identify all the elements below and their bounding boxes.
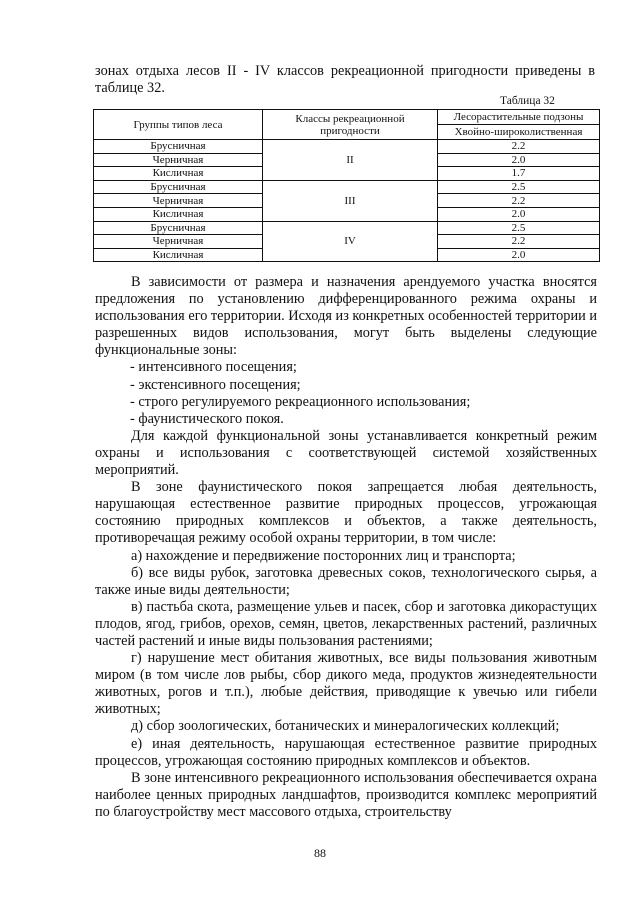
page-number: 88 xyxy=(314,846,326,860)
list-item: е) иная деятельность, нарушающая естественное развитие природных процессов, угрожающая состоянию природных комплексов и объектов. xyxy=(95,735,597,769)
group-cell: Черничная xyxy=(94,153,263,167)
list-item: г) нарушение мест обитания животных, все виды пользования животным миром (в том числе лов рыбы, сбор дикого меда, продуктов жизнедеятельности животных, рогов и т.п.), любые действия, приводящие к увечью или гибели животных; xyxy=(95,650,597,718)
forest-class-table xyxy=(93,109,600,262)
paragraph: Для каждой функциональной зоны устанавливается конкретный режим охраны и использования с соответствующей системой хозяйственных мероприятий. xyxy=(95,427,597,479)
header-zone: Лесорастительные подзоны xyxy=(438,110,600,125)
list-item: а) нахождение и передвижение посторонних лиц и транспорта; xyxy=(131,547,516,564)
group-cell: Кисличная xyxy=(94,207,263,221)
group-cell: Брусничная xyxy=(94,140,263,154)
value-cell: 2.2 xyxy=(438,235,600,249)
list-item: - фаунистического покоя. xyxy=(130,410,284,427)
value-cell: 2.5 xyxy=(438,180,600,194)
group-cell: Черничная xyxy=(94,194,263,208)
list-item: б) все виды рубок, заготовка древесных соков, технологического сырья, а также иные виды деятельности; xyxy=(95,564,597,598)
table-row xyxy=(94,140,600,154)
group-cell: Черничная xyxy=(94,235,263,249)
value-cell: 2.2 xyxy=(438,194,600,208)
value-cell: 2.0 xyxy=(438,153,600,167)
value-cell: 2.5 xyxy=(438,221,600,235)
table-caption: Таблица 32 xyxy=(500,95,555,107)
header-group: Группы типов леса xyxy=(94,110,263,140)
class-cell: IV xyxy=(263,221,438,262)
header-subzone: Хвойно-широколиственная xyxy=(438,125,600,140)
list-item: - строго регулируемого рекреационного использования; xyxy=(130,393,471,410)
table-header-row xyxy=(94,110,600,125)
intro-paragraph: зонах отдыха лесов II - IV классов рекреационной пригодности приведены в таблице 32. xyxy=(95,63,595,96)
value-cell: 2.0 xyxy=(438,207,600,221)
value-cell: 2.2 xyxy=(438,140,600,154)
class-cell: II xyxy=(263,140,438,181)
table-row xyxy=(94,221,600,235)
header-class: Классы рекреационной пригодности xyxy=(263,110,438,140)
class-cell: III xyxy=(263,180,438,221)
group-cell: Брусничная xyxy=(94,221,263,235)
group-cell: Кисличная xyxy=(94,248,263,262)
list-item: - экстенсивного посещения; xyxy=(130,376,301,393)
list-item: - интенсивного посещения; xyxy=(130,359,297,376)
paragraph: В зоне фаунистического покоя запрещается любая деятельность, нарушающая естественное развитие природных процессов, угрожающая состоянию природных комплексов и объектов, а также деятельность, противоречащая режиму особой охраны территории, в том числе: xyxy=(95,479,597,547)
body-text xyxy=(95,274,597,821)
table-row xyxy=(94,180,600,194)
list-item: д) сбор зоологических, ботанических и минералогических коллекций; xyxy=(131,718,560,735)
group-cell: Кисличная xyxy=(94,167,263,181)
paragraph: В зависимости от размера и назначения арендуемого участка вносятся предложения по установлению дифференцированного режима охраны и использования его территории. Исходя из конкретных особенностей территории и разрешенных видов использования, могут быть выделены следующие функциональные зоны: xyxy=(95,274,597,359)
group-cell: Брусничная xyxy=(94,180,263,194)
list-item: в) пастьба скота, размещение ульев и пасек, сбор и заготовка дикорастущих плодов, ягод, грибов, орехов, семян, цветов, лекарственных растений, различных частей растений и иные виды пользования растениями; xyxy=(95,598,597,649)
value-cell: 2.0 xyxy=(438,248,600,262)
paragraph: В зоне интенсивного рекреационного использования обеспечивается охрана наиболее ценных природных ландшафтов, производится комплекс мероприятий по благоустройству мест массового отдыха, строительству xyxy=(95,769,597,820)
value-cell: 1.7 xyxy=(438,167,600,181)
